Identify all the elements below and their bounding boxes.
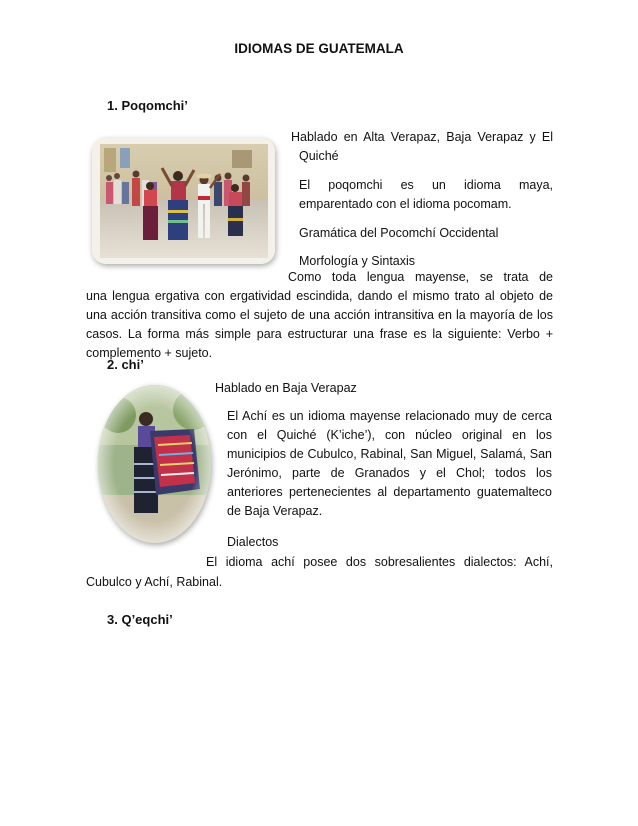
achi-line-6: de Baja Verapaz. bbox=[227, 504, 323, 518]
achi-spoken-line: Hablado en Baja Verapaz bbox=[215, 381, 357, 395]
page-title: IDIOMAS DE GUATEMALA bbox=[234, 41, 404, 56]
weaver-image bbox=[98, 385, 211, 543]
paragraph-line-5: complemento + sujeto. bbox=[86, 346, 213, 360]
dancers-photo bbox=[92, 138, 275, 264]
dialect-line-1: El idioma achí posee dos sobresalientes dialectos: Achí, bbox=[206, 555, 553, 569]
grammar-heading: Gramática del Pocomchí Occidental bbox=[299, 225, 499, 240]
achi-line-1: El Achí es un idioma mayense relacionado muy de cerca bbox=[227, 409, 552, 423]
paragraph-line-3: una acción transitiva como el sujeto de una acción intransitiva en la mayoría de los bbox=[86, 308, 553, 322]
paragraph-line-2: una lengua ergativa con ergatividad escindida, dando el mismo trato al objeto de bbox=[86, 289, 553, 303]
achi-line-4: Jerónimo, parte de Granados y el Chol; todos los bbox=[227, 466, 552, 480]
dancers-image bbox=[92, 138, 275, 264]
dialects-paragraph bbox=[86, 553, 553, 592]
achi-line-3: municipios de Cubulco, Rabinal, San Miguel, Salamá, San bbox=[227, 447, 552, 461]
paragraph-line-1: Como toda lengua mayense, se trata de bbox=[288, 270, 553, 284]
paragraph-line-4: casos. La forma más simple para estructurar una frase es la siguiente: Verbo + bbox=[86, 327, 553, 341]
achi-line-2: con el Quiché (K’iche’), con núcleo original en los bbox=[227, 428, 552, 442]
section-heading-qeqchi: 3. Q’eqchi’ bbox=[107, 612, 173, 627]
spoken-regions-line-1: Hablado en Alta Verapaz, Baja Verapaz y El bbox=[291, 130, 553, 144]
weaver-photo bbox=[98, 385, 211, 543]
section-heading-poqomchi: 1. Poqomchi’ bbox=[107, 98, 188, 113]
poqomchi-description-line-1: El poqomchi es un idioma maya, bbox=[299, 177, 553, 192]
spoken-regions-line-2: Quiché bbox=[299, 149, 339, 163]
dialectos-heading: Dialectos bbox=[227, 535, 279, 549]
section-heading-chi: 2. chi’ bbox=[107, 357, 144, 372]
ergative-paragraph bbox=[86, 268, 553, 363]
poqomchi-info bbox=[291, 128, 553, 272]
achi-description bbox=[227, 407, 552, 552]
dialect-line-2: Cubulco y Achí, Rabinal. bbox=[86, 574, 223, 589]
poqomchi-description-line-2: emparentado con el idioma pocomam. bbox=[299, 197, 512, 211]
morphology-heading: Morfología y Sintaxis bbox=[299, 254, 416, 268]
achi-line-5: anteriores pertenecientes al departamento guatemalteco bbox=[227, 485, 552, 499]
